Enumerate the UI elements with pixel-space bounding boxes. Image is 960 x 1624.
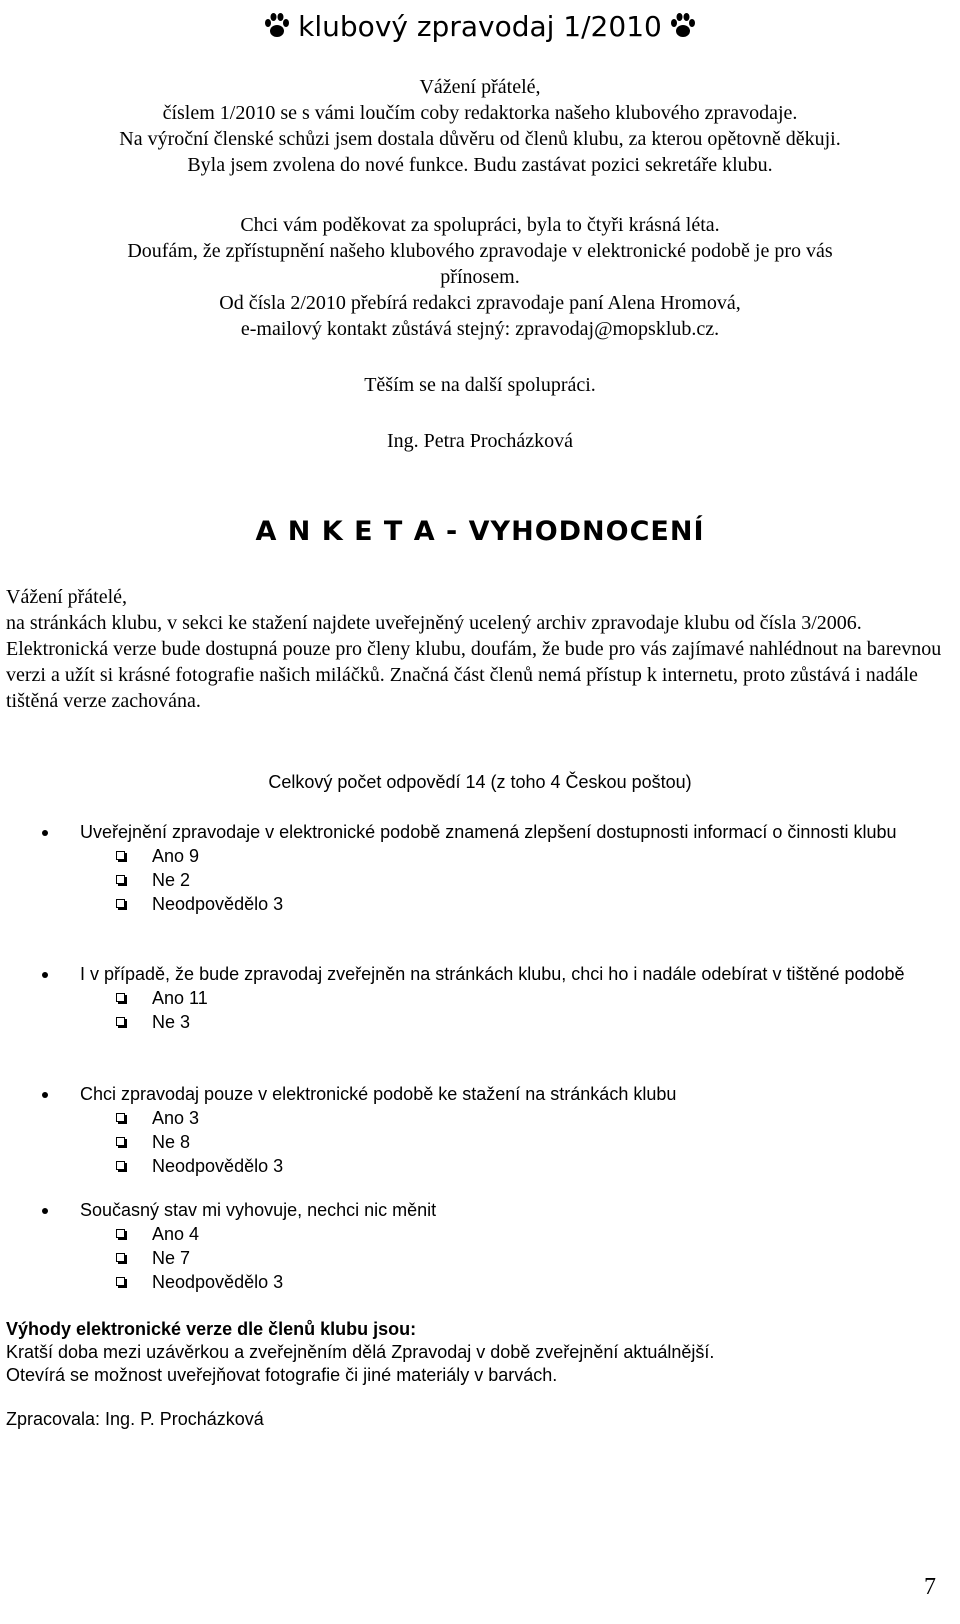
bullet-icon bbox=[42, 830, 48, 836]
paw-icon bbox=[262, 11, 292, 41]
answer-label: Ano 3 bbox=[152, 1108, 200, 1128]
farewell-letter bbox=[10, 74, 950, 454]
newsletter-title: klubový zpravodaj 1/2010 bbox=[298, 9, 662, 43]
answer-label: Ne 3 bbox=[152, 1012, 191, 1032]
question-text: Uveřejnění zpravodaje v elektronické podobě znamená zlepšení dostupnosti informací o činnosti klubu bbox=[80, 822, 897, 842]
benefit-item: Kratší doba mezi uzávěrkou a zveřejněním dělá Zpravodaj v době zveřejnění aktuálnější. bbox=[6, 1342, 715, 1362]
bullet-icon bbox=[42, 1208, 48, 1214]
answer-option bbox=[28, 1010, 928, 1034]
answer-option bbox=[28, 1106, 928, 1130]
checkbox-icon bbox=[116, 851, 125, 860]
letter-line: Doufám, že zpřístupnění našeho klubového zpravodaje v elektronické podobě je pro vás bbox=[127, 240, 833, 262]
checkbox-icon bbox=[116, 875, 125, 884]
author-credit: Zpracovala: Ing. P. Procházková bbox=[6, 1409, 264, 1429]
answer-option bbox=[28, 1246, 928, 1270]
letter-closing: Těším se na další spolupráci. bbox=[364, 374, 596, 396]
letter-line: e-mailový kontakt zůstává stejný: zpravodaj@mopsklub.cz. bbox=[240, 318, 720, 340]
newsletter-header bbox=[0, 4, 960, 48]
answer-option bbox=[28, 1154, 928, 1178]
letter-line: Od čísla 2/2010 přebírá redakci zpravodaje paní Alena Hromová, bbox=[219, 292, 741, 314]
checkbox-icon bbox=[116, 1137, 125, 1146]
answer-label: Neodpovědělo 3 bbox=[152, 1272, 284, 1292]
benefits-section bbox=[6, 1318, 946, 1387]
checkbox-icon bbox=[116, 1161, 125, 1170]
answer-label: Ano 11 bbox=[152, 988, 208, 1008]
answer-option bbox=[28, 1270, 928, 1294]
bullet-icon bbox=[42, 1092, 48, 1098]
anketa-paragraph: Elektronická verze bude dostupná pouze pro členy klubu, doufám, že bude pro vás zajímavé nahlédnout na barevnou verzi a užít si krásné fotografie našich miláčků. Značná část členů nemá přístup k internetu, proto zůstává i nadále tištěná verze zachována. bbox=[6, 638, 942, 712]
letter-signature: Ing. Petra Procházková bbox=[386, 430, 574, 452]
answer-label: Ne 7 bbox=[152, 1248, 191, 1268]
survey-question bbox=[28, 1198, 928, 1294]
question-text: Současný stav mi vyhovuje, nechci nic měnit bbox=[80, 1200, 437, 1220]
letter-line: Chci vám poděkovat za spolupráci, byla to čtyři krásná léta. bbox=[240, 214, 720, 236]
answer-label: Neodpovědělo 3 bbox=[152, 894, 284, 914]
anketa-paragraph: na stránkách klubu, v sekci ke stažení najdete uveřejněný ucelený archiv zpravodaje klubu od čísla 3/2006. bbox=[6, 612, 862, 634]
bullet-icon bbox=[42, 972, 48, 978]
paw-icon bbox=[668, 11, 698, 41]
letter-line: přínosem. bbox=[440, 266, 520, 288]
checkbox-icon bbox=[116, 1113, 125, 1122]
answer-label: Ano 4 bbox=[152, 1224, 200, 1244]
survey-question bbox=[28, 820, 928, 916]
answer-option bbox=[28, 1130, 928, 1154]
answer-label: Ne 8 bbox=[152, 1132, 191, 1152]
checkbox-icon bbox=[116, 993, 125, 1002]
letter-line: Na výroční členské schůzi jsem dostala důvěru od členů klubu, za kterou opětovně děkuji. bbox=[119, 128, 841, 150]
anketa-greeting: Vážení přátelé, bbox=[6, 586, 128, 608]
answer-option bbox=[28, 1222, 928, 1246]
benefit-item: Otevírá se možnost uveřejňovat fotografie či jiné materiály v barvách. bbox=[6, 1365, 558, 1385]
letter-line: Byla jsem zvolena do nové funkce. Budu zastávat pozici sekretáře klubu. bbox=[187, 154, 773, 176]
answer-label: Ano 9 bbox=[152, 846, 200, 866]
letter-line: Vážení přátelé, bbox=[419, 76, 541, 98]
anketa-intro bbox=[6, 584, 951, 714]
survey-total: Celkový počet odpovědí 14 (z toho 4 Českou poštou) bbox=[268, 772, 692, 792]
question-text: Chci zpravodaj pouze v elektronické podobě ke stažení na stránkách klubu bbox=[80, 1084, 677, 1104]
letter-line: číslem 1/2010 se s vámi loučím coby redaktorka našeho klubového zpravodaje. bbox=[162, 102, 798, 124]
checkbox-icon bbox=[116, 1253, 125, 1262]
checkbox-icon bbox=[116, 1229, 125, 1238]
checkbox-icon bbox=[116, 1277, 125, 1286]
answer-option bbox=[28, 986, 928, 1010]
question-text: I v případě, že bude zpravodaj zveřejněn na stránkách klubu, chci ho i nadále odebírat v tištěné podobě bbox=[80, 964, 905, 984]
answer-option bbox=[28, 844, 928, 868]
answer-label: Ne 2 bbox=[152, 870, 191, 890]
anketa-heading: A N K E T A - VYHODNOCENÍ bbox=[255, 516, 705, 547]
answer-option bbox=[28, 868, 928, 892]
page-number: 7 bbox=[924, 1574, 936, 1600]
survey-question bbox=[28, 1082, 928, 1178]
benefits-heading: Výhody elektronické verze dle členů klubu jsou: bbox=[6, 1319, 417, 1339]
checkbox-icon bbox=[116, 1017, 125, 1026]
survey-question bbox=[28, 962, 928, 1034]
checkbox-icon bbox=[116, 899, 125, 908]
answer-option bbox=[28, 892, 928, 916]
answer-label: Neodpovědělo 3 bbox=[152, 1156, 284, 1176]
